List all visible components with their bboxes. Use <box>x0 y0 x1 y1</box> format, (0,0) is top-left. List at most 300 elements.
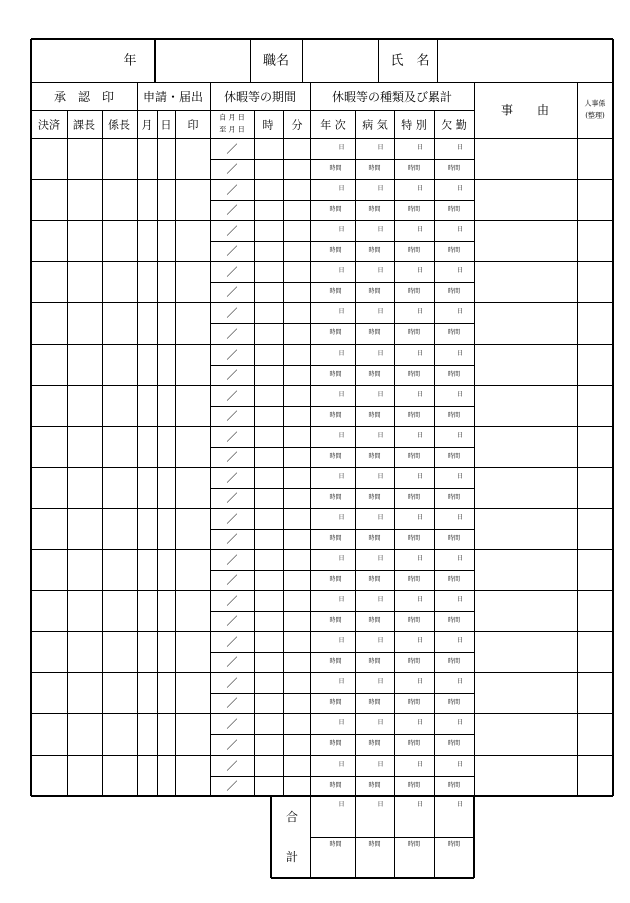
row-approval-subsection-chief-cell[interactable] <box>103 386 136 425</box>
row-half-line <box>210 652 474 653</box>
row-application-day-cell[interactable] <box>158 303 174 343</box>
type-annual-day-unit: 日 <box>338 267 345 274</box>
group-divider <box>210 82 211 796</box>
type-absence-day-unit: 日 <box>456 555 464 562</box>
row-approval-section-chief-cell[interactable] <box>68 221 101 260</box>
row-reason-cell[interactable] <box>475 180 576 219</box>
type-absence-day-unit: 日 <box>456 267 464 274</box>
type-annual-day-unit: 日 <box>338 473 345 480</box>
date-to-slash: ／ <box>226 573 238 587</box>
row-approval-final-cell[interactable] <box>32 139 68 178</box>
row-approval-subsection-chief-cell[interactable] <box>103 345 136 384</box>
date-from-slash: ／ <box>226 430 238 444</box>
type-special-day-unit: 日 <box>416 555 424 562</box>
type-annual-day-unit: 日 <box>338 185 345 192</box>
totals-absence-day-unit: 日 <box>456 801 464 808</box>
row-reason-cell[interactable] <box>475 468 576 507</box>
row-approval-subsection-chief-cell[interactable] <box>103 632 136 671</box>
row-approval-final-cell[interactable] <box>32 756 68 795</box>
row-reason-cell[interactable] <box>475 139 576 178</box>
type-sick-hours-unit: 時間 <box>368 288 381 295</box>
row-application-seal-cell[interactable] <box>176 386 209 425</box>
type-special-day-unit: 日 <box>416 761 424 768</box>
row-approval-section-chief-cell[interactable] <box>68 427 101 466</box>
type-special-hours-unit: 時間 <box>407 206 421 213</box>
type-annual-hours-unit: 時間 <box>329 329 342 336</box>
row-half-line <box>210 241 474 242</box>
row-reason-cell[interactable] <box>475 221 576 260</box>
date-from-slash: ／ <box>226 594 238 608</box>
row-approval-final-cell[interactable] <box>32 345 68 384</box>
year-end-separator <box>250 39 251 82</box>
type-annual-day-unit: 日 <box>338 761 345 768</box>
row-personnel-cell[interactable] <box>578 427 612 466</box>
row-personnel-cell[interactable] <box>578 756 612 795</box>
row-half-line <box>210 693 474 694</box>
row-application-month-cell[interactable] <box>138 345 156 384</box>
date-to-slash: ／ <box>226 203 238 217</box>
type-absence-day-unit: 日 <box>456 596 464 603</box>
date-to-slash: ／ <box>226 655 238 669</box>
row-application-day-cell[interactable] <box>158 632 174 671</box>
type-sick-day-unit: 日 <box>377 473 384 480</box>
period-hours-header: 時 <box>262 118 274 132</box>
row-application-month-cell[interactable] <box>138 632 156 671</box>
row-personnel-cell[interactable] <box>578 468 612 507</box>
type-annual-hours-unit: 時間 <box>329 494 342 501</box>
row-application-day-cell[interactable] <box>158 345 174 384</box>
date-to-slash: ／ <box>226 532 238 546</box>
type-sick-hours-unit: 時間 <box>368 453 381 460</box>
row-approval-subsection-chief-cell[interactable] <box>103 262 136 301</box>
type-annual-day-unit: 日 <box>338 719 345 726</box>
row-application-seal-cell[interactable] <box>176 180 209 219</box>
type-sick-day-unit: 日 <box>377 761 384 768</box>
row-reason-cell[interactable] <box>475 632 576 671</box>
row-approval-subsection-chief-cell[interactable] <box>103 303 136 343</box>
row-half-line <box>210 365 474 366</box>
date-to-slash: ／ <box>226 491 238 505</box>
row-approval-subsection-chief-cell[interactable] <box>103 673 136 712</box>
row-approval-final-cell[interactable] <box>32 427 68 466</box>
row-application-month-cell[interactable] <box>138 427 156 466</box>
row-personnel-cell[interactable] <box>578 180 612 219</box>
period-group-header: 休暇等の期間 <box>223 90 297 104</box>
type-annual-hours-unit: 時間 <box>329 453 342 460</box>
type-sick-hours-unit: 時間 <box>368 535 381 542</box>
row-approval-final-cell[interactable] <box>32 180 68 219</box>
row-application-seal-cell[interactable] <box>176 303 209 343</box>
type-annual-day-unit: 日 <box>338 144 345 151</box>
row-application-day-cell[interactable] <box>158 386 174 425</box>
row-application-month-cell[interactable] <box>138 714 156 754</box>
type-absence-hours-unit: 時間 <box>447 699 461 706</box>
row-approval-subsection-chief-cell[interactable] <box>103 714 136 754</box>
row-approval-final-cell[interactable] <box>32 386 68 425</box>
type-special-day-unit: 日 <box>416 391 424 398</box>
type-sick-hours-unit: 時間 <box>368 782 381 789</box>
type-annual-day-unit: 日 <box>338 226 345 233</box>
row-application-seal-cell[interactable] <box>176 509 209 548</box>
type-annual-header: 年 次 <box>320 118 346 132</box>
type-annual-day-unit: 日 <box>338 678 345 685</box>
totals-annual-hours-unit: 時間 <box>329 841 342 848</box>
totals-half-line <box>310 837 474 838</box>
row-personnel-cell[interactable] <box>578 591 612 630</box>
date-from-slash: ／ <box>226 306 238 320</box>
row-approval-section-chief-cell[interactable] <box>68 550 101 589</box>
type-absence-hours-unit: 時間 <box>447 329 461 336</box>
date-to-slash: ／ <box>226 738 238 752</box>
form-top-border <box>31 38 613 40</box>
row-half-line <box>210 529 474 530</box>
type-annual-hours-unit: 時間 <box>329 288 342 295</box>
application-group-header: 申請・届出 <box>142 90 204 104</box>
row-application-month-cell[interactable] <box>138 591 156 630</box>
type-annual-hours-unit: 時間 <box>329 371 342 378</box>
row-approval-section-chief-cell[interactable] <box>68 673 101 712</box>
row-application-month-cell[interactable] <box>138 468 156 507</box>
row-half-line <box>210 406 474 407</box>
row-approval-subsection-chief-cell[interactable] <box>103 756 136 795</box>
row-approval-subsection-chief-cell[interactable] <box>103 180 136 219</box>
type-absence-hours-unit: 時間 <box>447 535 461 542</box>
row-approval-final-cell[interactable] <box>32 673 68 712</box>
row-half-line <box>210 200 474 201</box>
row-application-day-cell[interactable] <box>158 262 174 301</box>
row-approval-subsection-chief-cell[interactable] <box>103 468 136 507</box>
row-approval-section-chief-cell[interactable] <box>68 591 101 630</box>
row-approval-subsection-chief-cell[interactable] <box>103 509 136 548</box>
row-application-seal-cell[interactable] <box>176 427 209 466</box>
date-from-slash: ／ <box>226 142 238 156</box>
totals-special-hours-unit: 時間 <box>407 841 421 848</box>
totals-special-day-unit: 日 <box>416 801 424 808</box>
type-absence-day-unit: 日 <box>456 350 464 357</box>
type-sick-hours-unit: 時間 <box>368 371 381 378</box>
row-application-seal-cell[interactable] <box>176 139 209 178</box>
type-sick-day-unit: 日 <box>377 555 384 562</box>
row-reason-cell[interactable] <box>475 386 576 425</box>
type-sick-hours-unit: 時間 <box>368 165 381 172</box>
row-half-line <box>210 570 474 571</box>
type-absence-day-unit: 日 <box>456 719 464 726</box>
row-application-seal-cell[interactable] <box>176 550 209 589</box>
application-month-header: 月 <box>141 118 153 132</box>
row-approval-final-cell[interactable] <box>32 468 68 507</box>
type-special-hours-unit: 時間 <box>407 247 421 254</box>
row-personnel-cell[interactable] <box>578 386 612 425</box>
row-approval-final-cell[interactable] <box>32 714 68 754</box>
type-absence-day-unit: 日 <box>456 308 464 315</box>
row-approval-final-cell[interactable] <box>32 509 68 548</box>
row-approval-final-cell[interactable] <box>32 632 68 671</box>
row-application-seal-cell[interactable] <box>176 345 209 384</box>
totals-sick-day-unit: 日 <box>377 801 384 808</box>
totals-bottom-border <box>271 877 474 879</box>
row-approval-final-cell[interactable] <box>32 550 68 589</box>
type-special-day-unit: 日 <box>416 267 424 274</box>
type-special-hours-unit: 時間 <box>407 535 421 542</box>
date-from-slash: ／ <box>226 183 238 197</box>
year-field[interactable] <box>156 41 249 83</box>
date-from-slash: ／ <box>226 635 238 649</box>
row-application-seal-cell[interactable] <box>176 221 209 260</box>
type-annual-hours-unit: 時間 <box>329 740 342 747</box>
row-approval-section-chief-cell[interactable] <box>68 509 101 548</box>
row-application-day-cell[interactable] <box>158 509 174 548</box>
type-special-hours-unit: 時間 <box>407 699 421 706</box>
type-sick-day-unit: 日 <box>377 637 384 644</box>
row-application-seal-cell[interactable] <box>176 632 209 671</box>
row-application-seal-cell[interactable] <box>176 591 209 630</box>
row-application-day-cell[interactable] <box>158 673 174 712</box>
date-to-slash: ／ <box>226 614 238 628</box>
type-special-header: 特 別 <box>401 118 427 132</box>
row-personnel-cell[interactable] <box>578 345 612 384</box>
application-day-header: 日 <box>160 118 172 132</box>
type-annual-day-unit: 日 <box>338 391 345 398</box>
row-application-day-cell[interactable] <box>158 221 174 260</box>
name-field[interactable] <box>438 41 612 83</box>
row-half-line <box>210 488 474 489</box>
form-right-border <box>612 39 614 796</box>
type-special-day-unit: 日 <box>416 473 424 480</box>
row-application-month-cell[interactable] <box>138 139 156 178</box>
type-sick-hours-unit: 時間 <box>368 247 381 254</box>
type-annual-hours-unit: 時間 <box>329 206 342 213</box>
row-approval-section-chief-cell[interactable] <box>68 714 101 754</box>
row-reason-cell[interactable] <box>475 303 576 343</box>
type-sick-day-unit: 日 <box>377 144 384 151</box>
row-reason-cell[interactable] <box>475 714 576 754</box>
row-application-day-cell[interactable] <box>158 468 174 507</box>
type-special-hours-unit: 時間 <box>407 453 421 460</box>
row-approval-final-cell[interactable] <box>32 303 68 343</box>
row-application-month-cell[interactable] <box>138 221 156 260</box>
row-application-month-cell[interactable] <box>138 673 156 712</box>
type-special-hours-unit: 時間 <box>407 658 421 665</box>
row-personnel-cell[interactable] <box>578 139 612 178</box>
type-special-day-unit: 日 <box>416 144 424 151</box>
type-sick-hours-unit: 時間 <box>368 329 381 336</box>
type-absence-day-unit: 日 <box>456 678 464 685</box>
row-application-seal-cell[interactable] <box>176 262 209 301</box>
type-special-hours-unit: 時間 <box>407 576 421 583</box>
row-approval-section-chief-cell[interactable] <box>68 139 101 178</box>
type-absence-hours-unit: 時間 <box>447 288 461 295</box>
approval-section-chief-header: 課長 <box>73 118 95 132</box>
row-application-day-cell[interactable] <box>158 591 174 630</box>
type-absence-day-unit: 日 <box>456 514 464 521</box>
row-approval-subsection-chief-cell[interactable] <box>103 550 136 589</box>
type-annual-hours-unit: 時間 <box>329 247 342 254</box>
type-special-day-unit: 日 <box>416 350 424 357</box>
date-to-slash: ／ <box>226 696 238 710</box>
totals-annual-day-unit: 日 <box>338 801 345 808</box>
row-half-line <box>210 282 474 283</box>
row-application-month-cell[interactable] <box>138 386 156 425</box>
date-from-slash: ／ <box>226 224 238 238</box>
type-special-day-unit: 日 <box>416 308 424 315</box>
type-special-day-unit: 日 <box>416 719 424 726</box>
type-special-day-unit: 日 <box>416 226 424 233</box>
row-reason-cell[interactable] <box>475 427 576 466</box>
row-personnel-cell[interactable] <box>578 509 612 548</box>
row-approval-section-chief-cell[interactable] <box>68 386 101 425</box>
row-approval-section-chief-cell[interactable] <box>68 756 101 795</box>
type-absence-header: 欠 勤 <box>441 118 467 132</box>
row-reason-cell[interactable] <box>475 591 576 630</box>
row-application-day-cell[interactable] <box>158 180 174 219</box>
type-annual-day-unit: 日 <box>338 308 345 315</box>
row-application-day-cell[interactable] <box>158 714 174 754</box>
approval-group-header: 承 認 印 <box>53 90 115 104</box>
type-special-hours-unit: 時間 <box>407 412 421 419</box>
type-special-hours-unit: 時間 <box>407 371 421 378</box>
period-from-header: 自 月 日 <box>219 113 245 122</box>
date-to-slash: ／ <box>226 409 238 423</box>
date-from-slash: ／ <box>226 553 238 567</box>
row-application-seal-cell[interactable] <box>176 673 209 712</box>
row-application-month-cell[interactable] <box>138 262 156 301</box>
period-minutes-header: 分 <box>291 118 303 132</box>
row-approval-final-cell[interactable] <box>32 591 68 630</box>
row-application-day-cell[interactable] <box>158 139 174 178</box>
type-sick-hours-unit: 時間 <box>368 617 381 624</box>
row-half-line <box>210 447 474 448</box>
type-special-day-unit: 日 <box>416 514 424 521</box>
type-special-day-unit: 日 <box>416 596 424 603</box>
type-sick-day-unit: 日 <box>377 432 384 439</box>
type-absence-hours-unit: 時間 <box>447 453 461 460</box>
date-to-slash: ／ <box>226 285 238 299</box>
type-absence-day-unit: 日 <box>456 432 464 439</box>
type-sick-hours-unit: 時間 <box>368 740 381 747</box>
type-sick-day-unit: 日 <box>377 596 384 603</box>
row-approval-final-cell[interactable] <box>32 221 68 260</box>
row-personnel-cell[interactable] <box>578 550 612 589</box>
row-approval-section-chief-cell[interactable] <box>68 345 101 384</box>
column-header-mid-line <box>31 110 474 111</box>
totals-left-border <box>270 796 272 878</box>
row-reason-cell[interactable] <box>475 262 576 301</box>
row-bottom-line <box>31 795 613 797</box>
row-personnel-cell[interactable] <box>578 714 612 754</box>
row-approval-section-chief-cell[interactable] <box>68 468 101 507</box>
row-application-seal-cell[interactable] <box>176 756 209 795</box>
type-absence-hours-unit: 時間 <box>447 740 461 747</box>
type-sick-header: 病 気 <box>362 118 388 132</box>
type-special-hours-unit: 時間 <box>407 617 421 624</box>
row-approval-section-chief-cell[interactable] <box>68 180 101 219</box>
type-annual-hours-unit: 時間 <box>329 617 342 624</box>
date-from-slash: ／ <box>226 717 238 731</box>
row-approval-subsection-chief-cell[interactable] <box>103 427 136 466</box>
row-approval-subsection-chief-cell[interactable] <box>103 139 136 178</box>
date-to-slash: ／ <box>226 327 238 341</box>
type-annual-hours-unit: 時間 <box>329 699 342 706</box>
date-from-slash: ／ <box>226 759 238 773</box>
type-absence-hours-unit: 時間 <box>447 412 461 419</box>
type-special-day-unit: 日 <box>416 678 424 685</box>
row-personnel-cell[interactable] <box>578 632 612 671</box>
type-special-hours-unit: 時間 <box>407 329 421 336</box>
row-reason-cell[interactable] <box>475 345 576 384</box>
group-divider <box>310 82 311 796</box>
row-application-month-cell[interactable] <box>138 180 156 219</box>
type-absence-hours-unit: 時間 <box>447 206 461 213</box>
job-title-end-separator <box>378 39 379 82</box>
row-application-seal-cell[interactable] <box>176 714 209 754</box>
type-absence-hours-unit: 時間 <box>447 494 461 501</box>
row-application-month-cell[interactable] <box>138 756 156 795</box>
row-application-month-cell[interactable] <box>138 550 156 589</box>
date-to-slash: ／ <box>226 162 238 176</box>
row-application-day-cell[interactable] <box>158 550 174 589</box>
date-to-slash: ／ <box>226 368 238 382</box>
row-reason-cell[interactable] <box>475 756 576 795</box>
row-approval-final-cell[interactable] <box>32 262 68 301</box>
row-approval-subsection-chief-cell[interactable] <box>103 591 136 630</box>
type-sick-hours-unit: 時間 <box>368 658 381 665</box>
row-approval-section-chief-cell[interactable] <box>68 303 101 343</box>
type-special-day-unit: 日 <box>416 637 424 644</box>
name-label: 氏 名 <box>390 53 430 69</box>
job-title-field[interactable] <box>303 41 377 83</box>
row-application-seal-cell[interactable] <box>176 468 209 507</box>
personnel-header-line2: (整理) <box>585 111 605 120</box>
type-annual-day-unit: 日 <box>338 514 345 521</box>
row-approval-subsection-chief-cell[interactable] <box>103 221 136 260</box>
type-sick-day-unit: 日 <box>377 719 384 726</box>
type-absence-hours-unit: 時間 <box>447 165 461 172</box>
row-reason-cell[interactable] <box>475 550 576 589</box>
type-annual-hours-unit: 時間 <box>329 782 342 789</box>
row-half-line <box>210 776 474 777</box>
row-personnel-cell[interactable] <box>578 303 612 343</box>
type-sick-day-unit: 日 <box>377 226 384 233</box>
row-application-month-cell[interactable] <box>138 509 156 548</box>
row-personnel-cell[interactable] <box>578 221 612 260</box>
type-sick-hours-unit: 時間 <box>368 576 381 583</box>
row-reason-cell[interactable] <box>475 673 576 712</box>
row-personnel-cell[interactable] <box>578 673 612 712</box>
type-special-hours-unit: 時間 <box>407 288 421 295</box>
type-annual-day-unit: 日 <box>338 432 345 439</box>
row-reason-cell[interactable] <box>475 509 576 548</box>
type-absence-hours-unit: 時間 <box>447 658 461 665</box>
row-half-line <box>210 323 474 324</box>
type-special-hours-unit: 時間 <box>407 740 421 747</box>
period-to-header: 至 月 日 <box>219 125 245 134</box>
approval-final-header: 決済 <box>38 118 60 132</box>
row-application-month-cell[interactable] <box>138 303 156 343</box>
totals-sick-hours-unit: 時間 <box>368 841 381 848</box>
type-sick-day-unit: 日 <box>377 267 384 274</box>
type-absence-hours-unit: 時間 <box>447 617 461 624</box>
type-annual-hours-unit: 時間 <box>329 658 342 665</box>
job-title-label: 職名 <box>262 53 290 69</box>
totals-label-top: 合 <box>285 810 299 824</box>
date-to-slash: ／ <box>226 779 238 793</box>
row-approval-section-chief-cell[interactable] <box>68 262 101 301</box>
type-annual-day-unit: 日 <box>338 555 345 562</box>
row-application-day-cell[interactable] <box>158 756 174 795</box>
row-personnel-cell[interactable] <box>578 262 612 301</box>
row-approval-section-chief-cell[interactable] <box>68 632 101 671</box>
row-application-day-cell[interactable] <box>158 427 174 466</box>
